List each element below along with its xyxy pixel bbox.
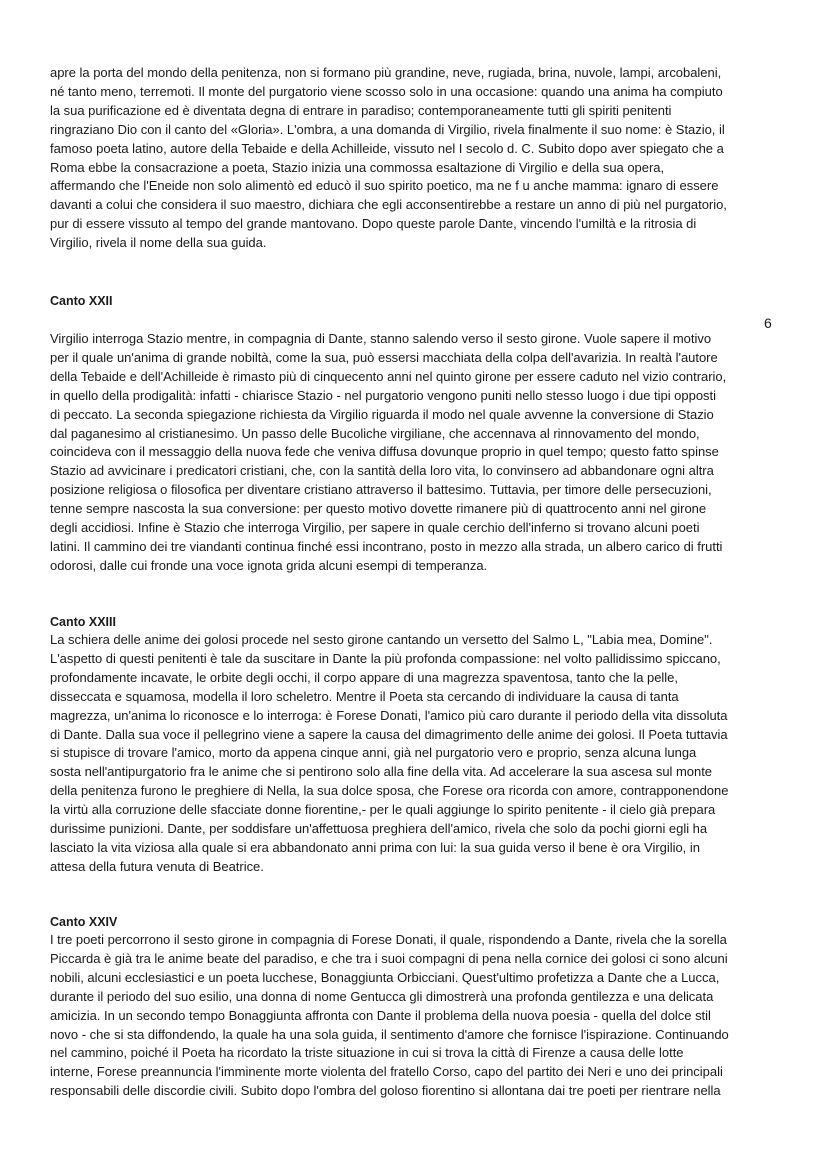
canto-xxii-heading: Canto XXII: [50, 294, 113, 308]
text-line: si stupisce di trovare l'amico, morto da appena cinque anni, già nel purgatorio vero e proprio, senza alcuna lunga: [50, 745, 697, 761]
intro-paragraph: [50, 64, 780, 253]
canto-xxii-section: [50, 330, 780, 576]
text-line: la sua purificazione ed è diventata degna di entrare in paradiso; contemporaneamente tutti gli spiriti penitenti: [50, 102, 672, 118]
text-line: della Tebaide e dell'Achilleide è rimasto più di cinquecento anni nel quinto girone per essere caduto nel vizio contrario,: [50, 368, 727, 384]
text-line: in quello della prodigalità: infatti - chiarisce Stazio - nel purgatorio vengono puniti nello stesso luogo i due tipi opposti: [50, 387, 716, 403]
text-line: responsabili delle discordie civili. Subito dopo l'ombra del goloso fiorentino si allontana dai tre poeti per rientrare nella: [50, 1083, 721, 1099]
text-line: amicizia. In un secondo tempo Bonaggiunta affronta con Dante il problema della nuova poesia - quella del dolce stil: [50, 1007, 711, 1023]
canto-xxiii-section: [50, 613, 780, 877]
text-line: attesa della futura venuta di Beatrice.: [50, 858, 264, 874]
text-line: nobili, alcuni ecclesiastici e un poeta lucchese, Bonaggiunta Orbicciani. Quest'ultimo profetizza a Dante che a Lucca,: [50, 969, 720, 985]
text-line: disseccata e squamosa, modella il loro scheletro. Mentre il Poeta sta cercando di individuare la causa di tanta: [50, 688, 679, 704]
text-line: La schiera delle anime dei golosi procede nel sesto girone cantando un versetto del Salmo L, "Labia mea, Domine".: [50, 632, 713, 647]
text-line: della penitenza furono le preghiere di Nella, la sua dolce sposa, che Forese ora ricorda con amore, contrapponendone: [50, 783, 729, 799]
canto-xxiv-section: [50, 913, 780, 1101]
text-line: davanti a colui che considera il suo maestro, dichiara che egli acconsentirebbe a restare un anno di più nel purgatorio,: [50, 197, 727, 213]
text-line: posizione religiosa o filosofica per diventare cristiano attraverso il battesimo. Tuttavia, per timore delle persecuzioni,: [50, 482, 712, 498]
text-line: durissime punizioni. Dante, per soddisfare un'affettuosa preghiera dell'amico, rivela che solo da pochi giorni egli ha: [50, 821, 708, 837]
text-line: odorosi, dalle cui fronde una voce ignota grida alcuni esempi di temperanza.: [50, 557, 488, 573]
text-line: sosta nell'antipurgatorio fra le anime che si pentirono solo alla fine della vita. Ad accelerare la sua ascesa sul monte: [50, 764, 713, 780]
text-line: la virtù alla corruzione delle sfacciate donne fiorentine,- per le quali aggiunge lo spirito penitente - il cielo già prepara: [50, 802, 716, 818]
text-line: degli accidiosi. Infine è Stazio che interroga Virgilio, per sapere in quale cerchio dell'inferno si trovano alcuni poeti: [50, 520, 700, 536]
text-line: né tanto meno, terremoti. Il monte del purgatorio viene scosso solo in una occasione: quando una anima ha compiuto: [50, 83, 723, 99]
canto-xxiv-paragraph: [50, 931, 780, 1101]
text-line: affermando che l'Eneide non solo alimentò ed educò il suo spirito poetico, ma ne f u anche mamma: ignaro di essere: [50, 178, 719, 194]
text-line: novo - che si sta diffondendo, la quale ha una sola guida, il sentimento d'amore che fornisce l'ispirazione. Continuando: [50, 1026, 729, 1042]
text-line: L'aspetto di questi penitenti è tale da suscitare in Dante la più profonda compassione: nel volto pallidissimo spiccano,: [50, 650, 721, 666]
text-line: magrezza, un'anima lo riconosce e lo interroga: è Forese Donati, l'amico più caro durante il periodo della vita dissoluta: [50, 707, 728, 723]
text-line: tenne sempre nascosta la sua conversione: per questo motivo dovette rimanere più di quattrocento anni nel girone: [50, 501, 707, 517]
text-line: pur di essere vissuto al tempo del grande mantovano. Dopo queste parole Dante, vincendo l'umiltà e la ritrosia di: [50, 216, 697, 232]
intro-section: [50, 64, 780, 253]
text-line: interne, Forese preannuncia l'imminente morte violenta del fratello Corso, capo del partito dei Neri e uno dei principali: [50, 1064, 723, 1080]
canto-xxii-paragraph: [50, 330, 780, 576]
text-line: latini. Il cammino dei tre viandanti continua finché essi incontrano, posto in mezzo alla strada, un albero carico di frutti: [50, 538, 723, 554]
canto-xxiv-heading: Canto XXIV: [50, 915, 118, 929]
text-line: Virgilio, rivela il nome della sua guida.: [50, 235, 267, 251]
text-line: famoso poeta latino, autore della Tebaide e della Achilleide, vissuto nel I secolo d. C. Subito dopo aver spiegato che a: [50, 140, 724, 156]
text-line: di Dante. Dalla sua voce il pellegrino viene a sapere la causa del dimagrimento delle anime dei golosi. Il Poeta tuttavia: [50, 726, 728, 742]
text-line: per il quale un'anima di grande nobiltà, come la sua, può essersi macchiata della colpa dell'avarizia. In realtà l'autore: [50, 349, 718, 365]
text-line: nel cammino, poiché il Poeta ha ricordato la triste situazione in cui si trova la città di Firenze a causa delle lotte: [50, 1045, 684, 1061]
canto-xxii-heading-block: [50, 292, 780, 310]
text-line: durante il periodo del suo esilio, una donna di nome Gentucca gli dimostrerà una profonda gentilezza e una delicata: [50, 988, 714, 1004]
text-line: coincideva con il messaggio della nuova fede che veniva diffusa dovunque proprio in quel tempo; questo fatto spinse: [50, 444, 719, 460]
text-line: I tre poeti percorrono il sesto girone in compagnia di Forese Donati, il quale, rispondendo a Dante, rivela che la sorella: [50, 932, 727, 947]
text-line: ringraziano Dio con il canto del «Gloria». L'ombra, a una domanda di Virgilio, rivela finalmente il suo nome: è Stazio, il: [50, 121, 725, 137]
canto-xxiii-paragraph: [50, 631, 780, 877]
text-line: Virgilio interroga Stazio mentre, in compagnia di Dante, stanno salendo verso il sesto girone. Vuole sapere il motivo: [50, 331, 712, 346]
text-line: di peccato. La seconda spiegazione richiesta da Virgilio riguarda il modo nel quale avvenne la conversione di Stazio: [50, 406, 714, 422]
text-line: lasciato la vita viziosa alla quale si era abbandonato anni prima con lui: la sua guida verso il bene è ora Virgilio, in: [50, 839, 700, 855]
canto-xxiii-heading: Canto XXIII: [50, 615, 116, 629]
text-line: Stazio ad avvicinare i predicatori cristiani, che, con la santità della loro vita, lo convinsero ad abbandonare ogni altra: [50, 463, 714, 479]
text-line: apre la porta del mondo della penitenza, non si formano più grandine, neve, rugiada, brina, nuvole, lampi, arcobaleni,: [50, 65, 722, 80]
text-line: profondamente incavate, le orbite degli occhi, il corpo appare di una magrezza spaventosa, tanto che la pelle,: [50, 669, 678, 685]
text-line: dal paganesimo al cristianesimo. Un passo delle Bucoliche virgiliane, che accennava al rinnovamento del mondo,: [50, 425, 700, 441]
page-number: 6: [764, 315, 772, 331]
text-line: Roma ebbe la consacrazione a poeta, Stazio inizia una commossa esaltazione di Virgilio e della sua opera,: [50, 159, 665, 175]
text-line: Piccarda è già tra le anime beate del paradiso, e che tra i suoi compagni di pena nella cornice dei golosi ci sono alcuni: [50, 950, 728, 966]
